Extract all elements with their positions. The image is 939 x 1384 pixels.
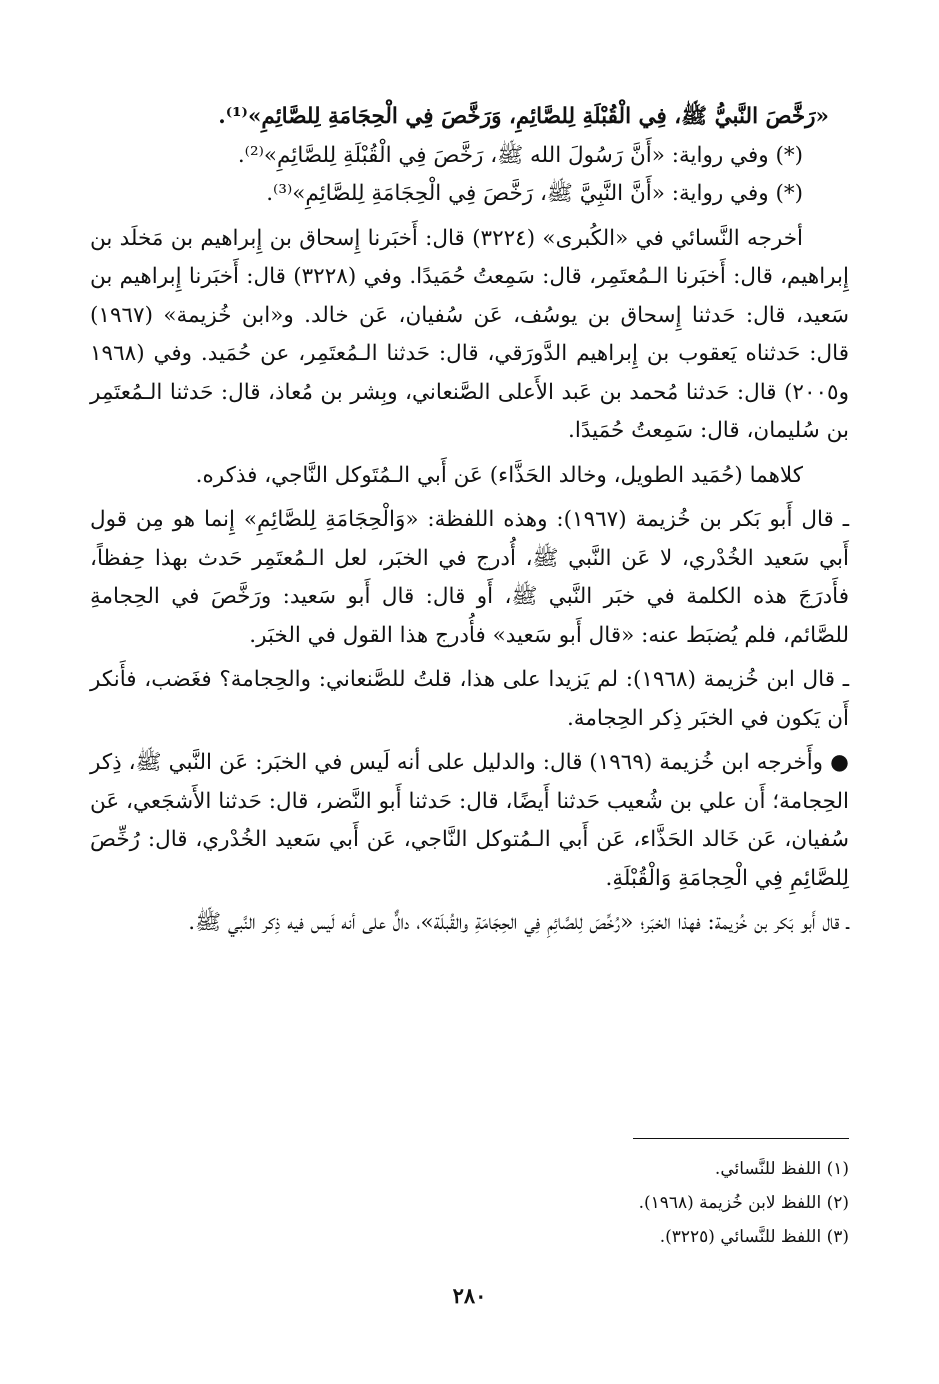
ibn-khuzayma-1969-paragraph: ● وأَخرجه ابن خُزيمة (١٩٦٩) قال: والدليل على أنه لَيس في الخبَر: عَن النَّبي ﷺ، ذِكر الحِجامة؛ أَن علي بن شُعيب حَدثنا أَيضًا، قال: حَدثنا أَبو النَّضر، قال: حَدثنا الأَشجَعي، عَن سُفيان، عَن خَالد الحَذَّاء، عَن أَبي الـمُتوكل النَّاجي، عَن أَبي سَعيد الخُدْري، قال: رُخِّصَ لِلصَّائِمِ فِي الْحِجامَةِ وَالْقُبْلَةِ. [90,750,849,891]
takhrij-paragraph: أخرجه النَّسائي في «الكُبرى» (٣٢٢٤) قال: أَخبَرنا إِسحاق بن إِبراهيم بن مَخلَد بن إِبراهيم، قال: أَخبَرنا الـمُعتَمِر، قال: سَمِعتُ حُمَيدًا. وفي (٣٢٢٨) قال: أَخبَرنا إِبراهيم بن سَعيد، قال: حَدثنا إِسحاق بن يوسُف، عَن سُفيان، عَن خالد. و«ابن خُزيمة» (١٩٦٧) قال: حَدثناه يَعقوب بن إِبراهيم الدَّورَقي، قال: حَدثنا الـمُعتَمِر، عن حُمَيد. وفي (١٩٦٨ و٢٠٠٥) قال: حَدثنا مُحمد بن عَبد الأَعلى الصَّنعاني، وبِشر بن مُعاذ، قال: حَدثنا الـمُعتَمِر بن سُليمان، قال: سَمِعتُ حُمَيدًا. [90,225,849,443]
footnotes [90,1152,849,1254]
footnote-divider [633,1138,849,1139]
footnote-3: (٣) اللفظ للنَّسائي (٣٢٢٥). [659,1227,849,1247]
riwaya-1: (*) وفي رواية: «أَنَّ رَسُولَ الله ﷺ، رَخَّصَ فِي الْقُبْلَةِ لِلصَّائِمِ»⁽²⁾. [237,142,803,168]
ibn-khuzayma-comment-1967: ـ قال أَبو بَكر بن خُزيمة (١٩٦٧): وهذه اللفظة: «وَالْحِجَامَةِ لِلصَّائِمِ» إِنما هو مِن قول أَبي سَعيد الخُدْري، لا عَن النَّبي ﷺ، أُدرج في الخبَر، لعل الـمُعتَمِر حَدث بهذا حِفظاً، فأَدرَجَ هذه الكلمة في خبَر النَّبي ﷺ، أَو قال: قال أَبو سَعيد: ورَخَّصَ في الحِجامةِ للصَّائم، فلم يُضبَط عنه: «قال أَبو سَعيد» فأُدرج هذا القول في الخبَر. [90,507,849,648]
ibn-khuzayma-conclusion: ـ قال أَبو بَكر بن خُزيمة: فهذا الخبَر؛ «رُخِّصَ لِلصَّائِمِ فِي الحِجَامَةِ والقُبلَة»، دالٌّ على أنه لَيس فيه ذِكر النَّبي ﷺ. [188,910,849,935]
ibn-khuzayma-comment-1968: ـ قال ابن خُزيمة (١٩٦٨): لم يَزيدا على هذا، قلتُ للصَّنعاني: والحِجامة؟ فغَضب، فأَنكر أَن يَكون في الخبَر ذِكر الحِجامة. [90,667,849,731]
footnote-2: (٢) اللفظ لابن خُزيمة (١٩٦٨). [638,1193,849,1213]
main-text [90,98,849,943]
footnote-1: (١) اللفظ للنَّسائي. [714,1159,849,1179]
hadith-text: «رَخَّصَ النَّبيُّ ﷺ، فِي الْقُبْلَةِ لِلصَّائِمِ، وَرَخَّصَ فِي الْحِجَامَةِ لِلصَّائِمِ»⁽¹⁾. [218,104,829,129]
riwaya-2: (*) وفي رواية: «أَنَّ النَّبِيَّ ﷺ، رَخَّصَ فِي الْحِجَامَةِ لِلصَّائِمِ»⁽³⁾. [266,181,803,206]
page-number: ٢٨٠ [452,1283,487,1308]
kilahuma-paragraph: كلاهما (حُمَيد الطويل، وخالد الحَذَّاء) عَن أَبي الـمُتَوكل النَّاجي، فذكره. [195,462,803,488]
